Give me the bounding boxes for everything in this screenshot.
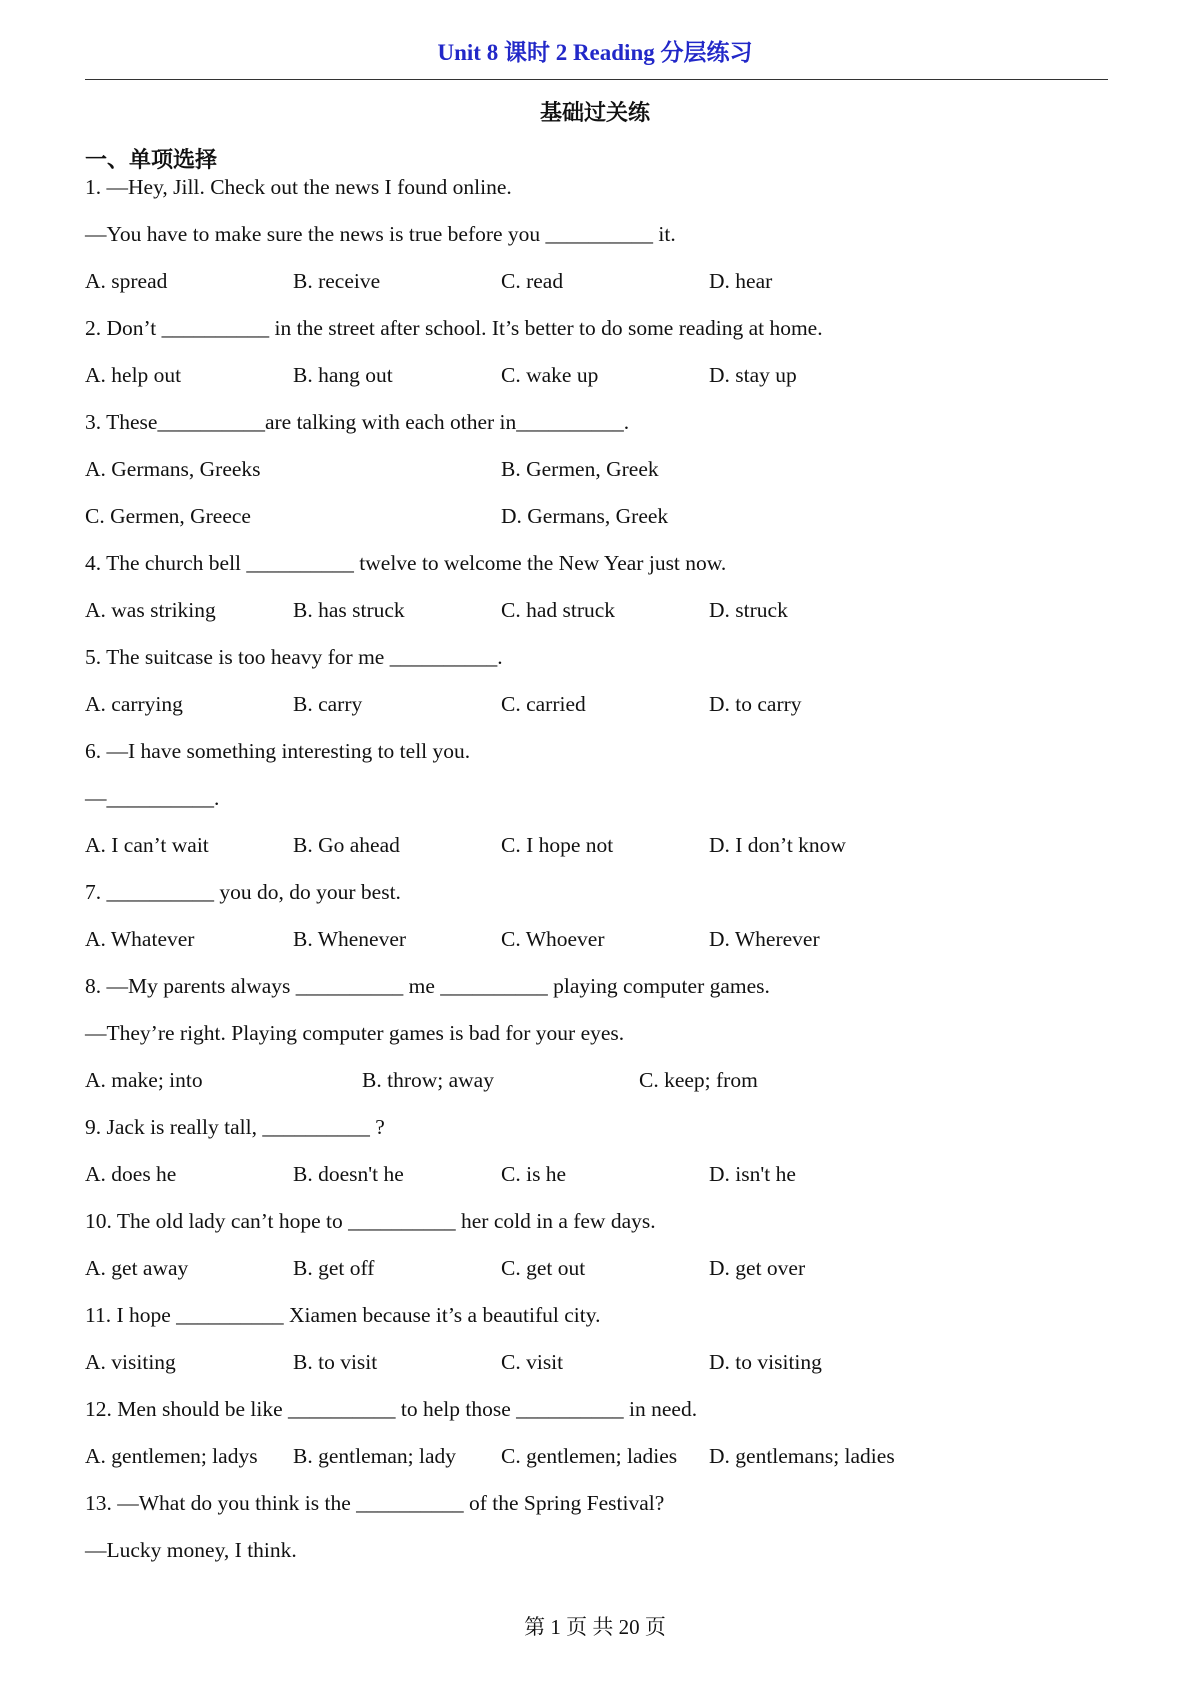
question-6-option-b: B. Go ahead [293, 833, 400, 857]
question-2-option-c: C. wake up [501, 363, 599, 387]
question-3-option-b: B. Germen, Greek [501, 457, 659, 481]
question-12-stem: 12. Men should be like __________ to help those __________ in need. [85, 1397, 698, 1421]
question-9-option-c: C. is he [501, 1162, 567, 1186]
worksheet-subtitle: 基础过关练 [539, 100, 650, 125]
question-12-option-c: C. gentlemen; ladies [501, 1444, 678, 1468]
question-1-option-d: D. hear [709, 269, 773, 293]
question-5-option-a: A. carrying [85, 692, 183, 716]
question-12-option-a: A. gentlemen; ladys [85, 1444, 258, 1468]
question-3-option-d: D. Germans, Greek [501, 504, 669, 528]
question-6-option-c: C. I hope not [501, 833, 614, 857]
question-7-option-d: D. Wherever [709, 927, 820, 951]
question-4-option-d: D. struck [709, 598, 788, 622]
question-4-stem: 4. The church bell __________ twelve to welcome the New Year just now. [85, 551, 727, 575]
question-11-option-c: C. visit [501, 1350, 564, 1374]
question-11-option-a: A. visiting [85, 1350, 176, 1374]
header-divider [85, 79, 1108, 80]
question-3-option-c: C. Germen, Greece [85, 504, 251, 528]
question-11-option-b: B. to visit [293, 1350, 378, 1374]
question-4-option-a: A. was striking [85, 598, 216, 622]
question-9-option-b: B. doesn't he [293, 1162, 404, 1186]
question-1-stem: 1. —Hey, Jill. Check out the news I found online. [85, 175, 512, 199]
question-6-option-a: A. I can’t wait [85, 833, 209, 857]
question-13-stem: 13. —What do you think is the __________ of the Spring Festival? [85, 1491, 665, 1515]
question-12-option-b: B. gentleman; lady [293, 1444, 457, 1468]
question-6-reply: —__________. [85, 786, 220, 810]
question-8-option-a: A. make; into [85, 1068, 203, 1092]
question-4-option-c: C. had struck [501, 598, 616, 622]
question-7-option-a: A. Whatever [85, 927, 195, 951]
page-number-footer: 第 1 页 共 20 页 [524, 1615, 666, 1639]
question-1-option-b: B. receive [293, 269, 381, 293]
question-5-stem: 5. The suitcase is too heavy for me __________. [85, 645, 503, 669]
question-8-option-c: C. keep; from [639, 1068, 758, 1092]
question-6-stem: 6. —I have something interesting to tell you. [85, 739, 471, 763]
worksheet-title: Unit 8 课时 2 Reading 分层练习 [437, 40, 753, 65]
question-11-option-d: D. to visiting [709, 1350, 822, 1374]
question-3-option-a: A. Germans, Greeks [85, 457, 261, 481]
question-9-option-d: D. isn't he [709, 1162, 796, 1186]
question-13-reply: —Lucky money, I think. [85, 1538, 297, 1562]
question-2-option-b: B. hang out [293, 363, 393, 387]
question-5-option-c: C. carried [501, 692, 586, 716]
section-heading: 一、单项选择 [85, 147, 218, 172]
question-11-stem: 11. I hope __________ Xiamen because it’s a beautiful city. [85, 1303, 601, 1327]
question-9-stem: 9. Jack is really tall, __________ ? [85, 1115, 385, 1139]
question-1-option-a: A. spread [85, 269, 168, 293]
question-10-option-a: A. get away [85, 1256, 189, 1280]
question-10-stem: 10. The old lady can’t hope to __________ her cold in a few days. [85, 1209, 656, 1233]
question-5-option-b: B. carry [293, 692, 363, 716]
question-10-option-b: B. get off [293, 1256, 375, 1280]
question-2-option-d: D. stay up [709, 363, 797, 387]
question-2-option-a: A. help out [85, 363, 182, 387]
question-4-option-b: B. has struck [293, 598, 405, 622]
question-1-reply: —You have to make sure the news is true before you __________ it. [85, 222, 676, 246]
question-8-option-b: B. throw; away [362, 1068, 494, 1092]
question-10-option-d: D. get over [709, 1256, 806, 1280]
question-7-stem: 7. __________ you do, do your best. [85, 880, 401, 904]
question-5-option-d: D. to carry [709, 692, 802, 716]
question-7-option-b: B. Whenever [293, 927, 407, 951]
question-7-option-c: C. Whoever [501, 927, 605, 951]
question-1-option-c: C. read [501, 269, 564, 293]
question-8-reply: —They’re right. Playing computer games is bad for your eyes. [85, 1021, 625, 1045]
question-6-option-d: D. I don’t know [709, 833, 846, 857]
question-12-option-d: D. gentlemans; ladies [709, 1444, 895, 1468]
question-2-stem: 2. Don’t __________ in the street after school. It’s better to do some reading at home. [85, 316, 823, 340]
question-8-stem: 8. —My parents always __________ me __________ playing computer games. [85, 974, 770, 998]
question-3-stem: 3. These__________are talking with each other in__________. [85, 410, 630, 434]
question-9-option-a: A. does he [85, 1162, 177, 1186]
question-10-option-c: C. get out [501, 1256, 586, 1280]
